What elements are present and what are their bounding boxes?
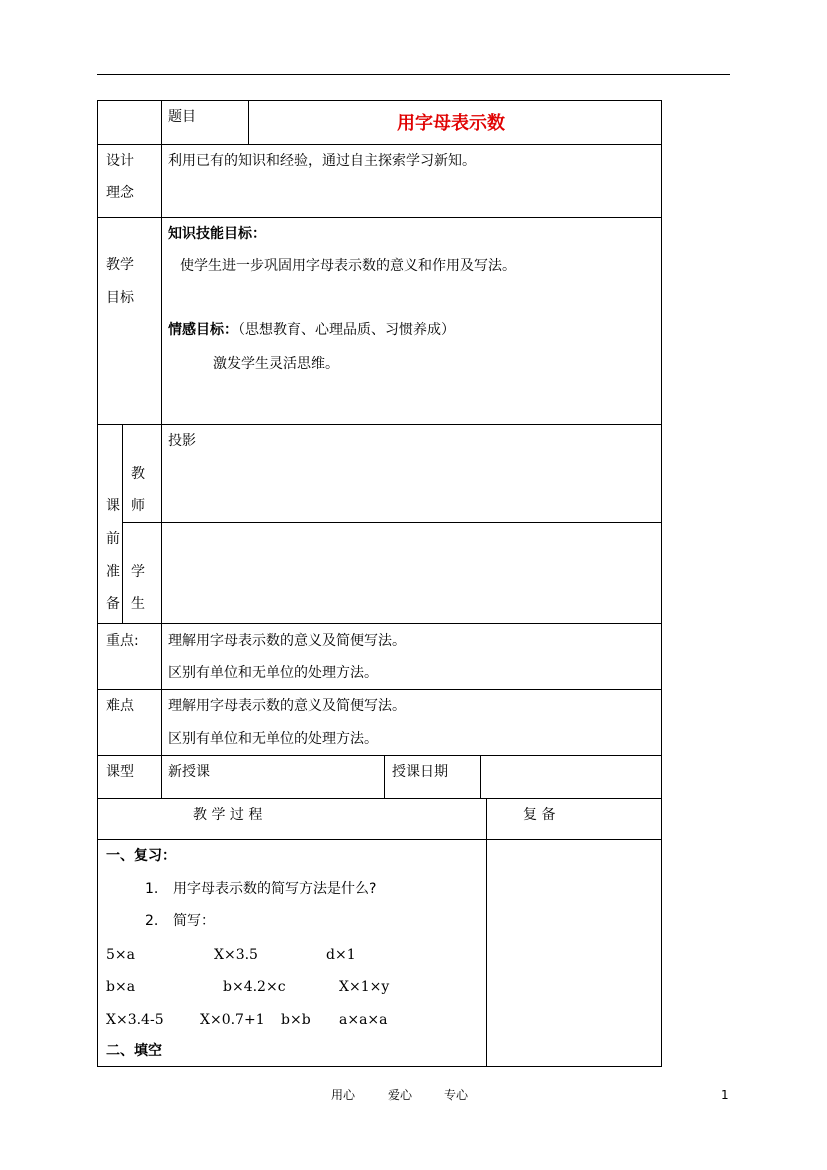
expr-5: b×4.2×c xyxy=(223,979,286,995)
goals-label-1: 教学 xyxy=(106,257,134,273)
emotion-paren: （思想教育、心理品质、习惯养成） xyxy=(238,322,455,338)
knowledge-heading: 知识技能目标： xyxy=(168,226,266,242)
question-2-number: 2. xyxy=(145,913,159,929)
question-1-number: 1. xyxy=(145,881,159,897)
lesson-date-label: 授课日期 xyxy=(392,764,448,780)
teacher-char-1: 教 xyxy=(131,466,145,482)
emotion-heading: 情感目标： xyxy=(168,322,238,338)
teacher-prep-text: 投影 xyxy=(168,433,196,449)
design-label-2: 理念 xyxy=(106,185,134,201)
key-point-label: 重点: xyxy=(106,633,139,649)
expr-3: d×1 xyxy=(326,947,356,963)
footer-item-2: 爱心 xyxy=(388,1088,413,1102)
goals-label-2: 目标 xyxy=(106,290,134,306)
difficulty-line-2: 区别有单位和无单位的处理方法。 xyxy=(168,731,378,747)
footer-item-1: 用心 xyxy=(331,1088,356,1102)
footer-item-3: 专心 xyxy=(444,1088,469,1102)
title-label: 题目 xyxy=(168,109,196,125)
page-number: 1 xyxy=(721,1088,729,1102)
knowledge-text: 使学生进一步巩固用字母表示数的意义和作用及写法。 xyxy=(180,258,516,274)
review-heading: 复 备 xyxy=(523,807,556,823)
expr-8: X×0.7+1 xyxy=(200,1012,265,1028)
prep-char-1: 课 xyxy=(106,498,120,514)
header-rule xyxy=(97,74,730,75)
teacher-char-2: 师 xyxy=(131,498,145,514)
expr-7: X×3.4-5 xyxy=(106,1012,164,1028)
expr-9: b×b xyxy=(281,1012,311,1028)
expr-6: X×1×y xyxy=(339,979,390,995)
prep-char-2: 前 xyxy=(106,531,120,547)
expr-4: b×a xyxy=(106,979,136,995)
page-title: 用字母表示数 xyxy=(397,113,505,134)
section-fill-heading: 二、填空 xyxy=(106,1043,162,1059)
lesson-type-value: 新授课 xyxy=(168,764,210,780)
design-label-1: 设计 xyxy=(106,153,134,169)
prep-char-3: 准 xyxy=(106,564,120,580)
prep-char-4: 备 xyxy=(106,596,120,612)
question-2-text: 简写： xyxy=(173,913,215,929)
emotion-text: 激发学生灵活思维。 xyxy=(213,356,339,372)
emotion-line xyxy=(168,322,455,338)
key-point-line-1: 理解用字母表示数的意义及简便写法。 xyxy=(168,633,406,649)
student-char-2: 生 xyxy=(131,596,145,612)
expr-10: a×a×a xyxy=(339,1012,388,1028)
lesson-type-label: 课型 xyxy=(106,764,134,780)
key-point-line-2: 区别有单位和无单位的处理方法。 xyxy=(168,665,378,681)
expr-1: 5×a xyxy=(106,947,135,963)
difficulty-label: 难点 xyxy=(106,698,134,714)
question-1-text: 用字母表示数的简写方法是什么? xyxy=(173,881,377,897)
process-heading: 教 学 过 程 xyxy=(193,807,263,823)
student-char-1: 学 xyxy=(131,564,145,580)
design-text: 利用已有的知识和经验，通过自主探索学习新知。 xyxy=(168,153,476,169)
section-review-heading: 一、复习： xyxy=(106,848,176,864)
difficulty-line-1: 理解用字母表示数的意义及简便写法。 xyxy=(168,698,406,714)
expr-2: X×3.5 xyxy=(214,947,258,963)
